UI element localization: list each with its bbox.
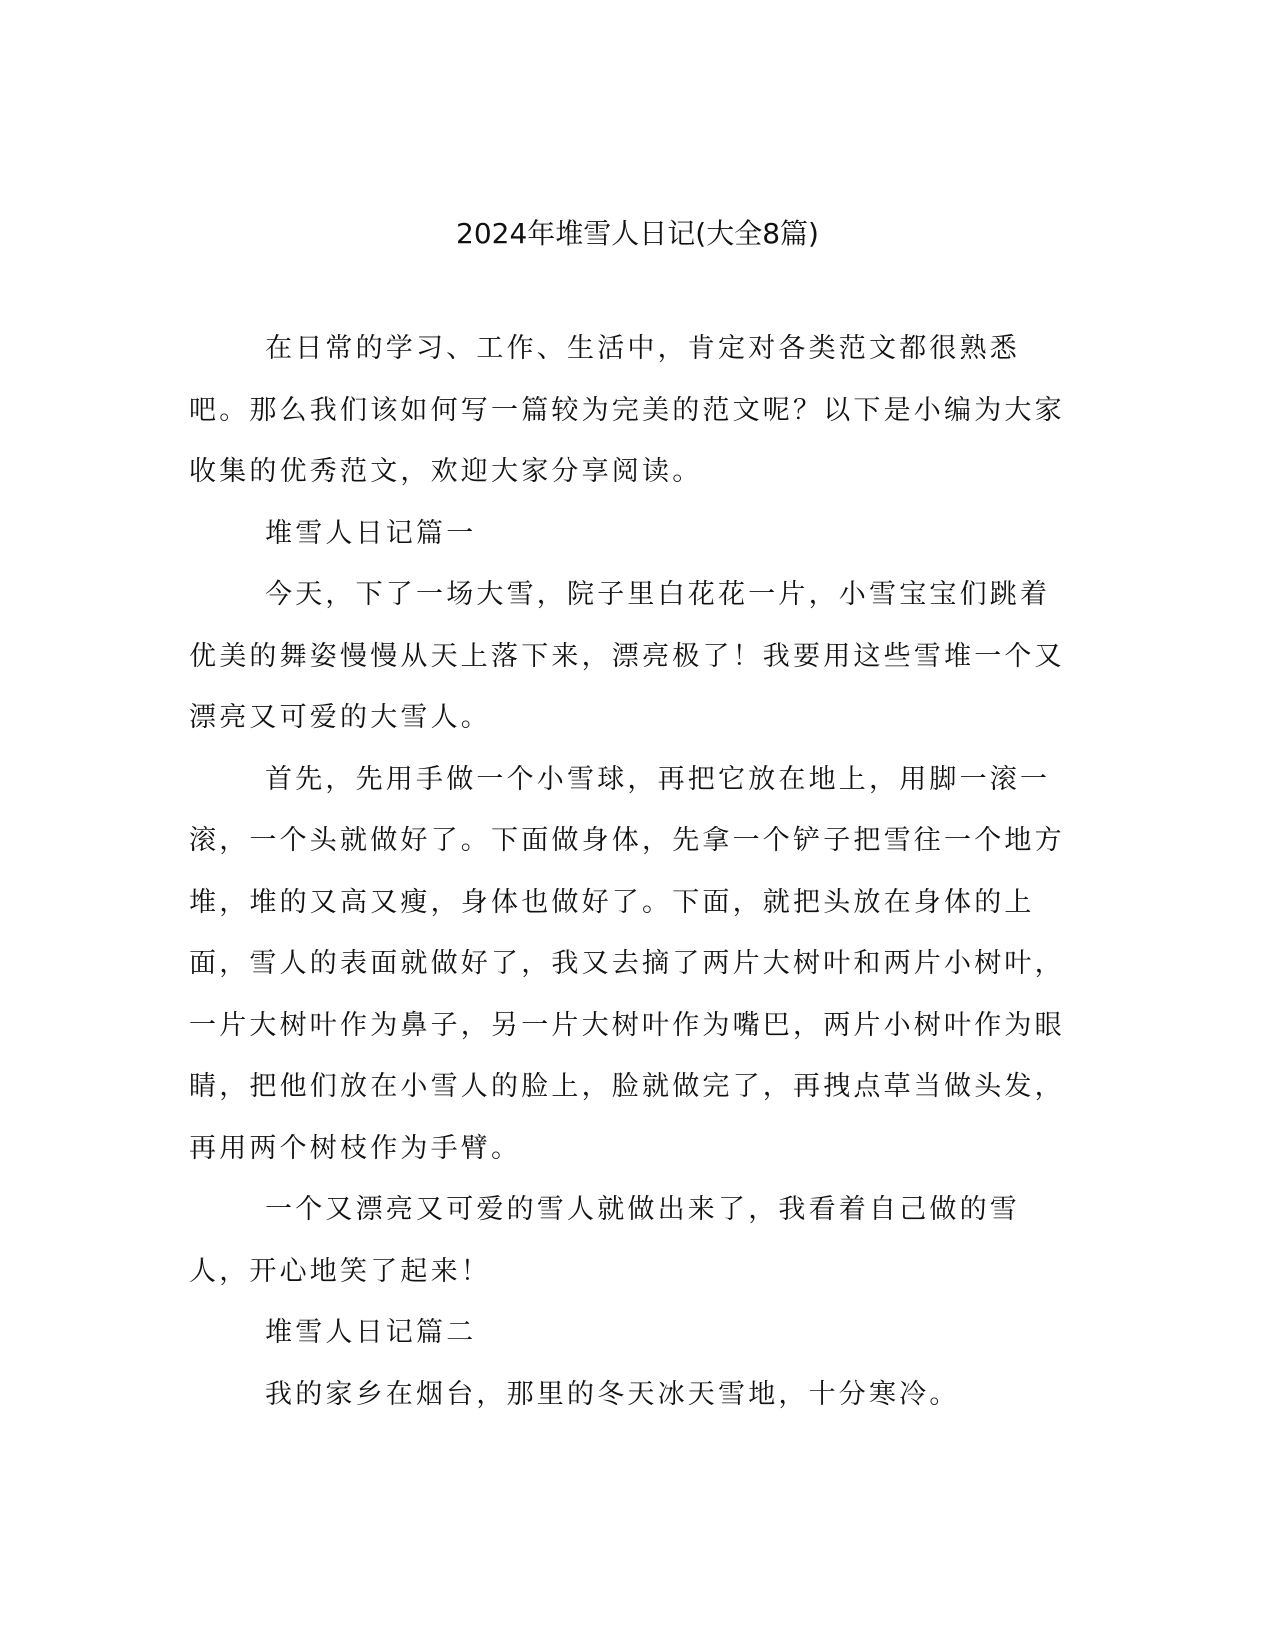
section-heading-2: 堆雪人日记篇二	[265, 1317, 477, 1348]
paragraph-3: 一个又漂亮又可爱的雪人就做出来了，我看着自己做的雪人，开心地笑了起来！	[189, 1194, 1020, 1287]
paragraph-4: 我的家乡在烟台，那里的冬天冰天雪地，十分寒冷。	[265, 1378, 960, 1410]
section-heading-1: 堆雪人日记篇一	[265, 517, 477, 549]
document-title: 2024年堆雪人日记(大全8篇)	[456, 217, 819, 250]
paragraph-2: 首先，先用手做一个小雪球，再把它放在地上，用脚一滚一滚，一个头就做好了。下面做身体，先拿一个铲子把雪往一个地方堆，堆的又高又瘦，身体也做好了。下面，就把头放在身体的上面，雪人的表面就做好了，我又去摘了两片大树叶和两片小树叶，一片大树叶作为鼻子，另一片大树叶作为嘴巴，两片小树叶作为眼睛，把他们放在小雪人的脸上，脸就做完了，再拽点草当做头发，再用两个树枝作为手臂。	[189, 763, 1065, 1164]
paragraph-1: 今天，下了一场大雪，院子里白花花一片，小雪宝宝们跳着优美的舞姿慢慢从天上落下来，漂亮极了！我要用这些雪堆一个又漂亮又可爱的大雪人。	[189, 579, 1065, 733]
intro-paragraph: 在日常的学习、工作、生活中，肯定对各类范文都很熟悉吧。那么我们该如何写一篇较为完美的范文呢？以下是小编为大家收集的优秀范文，欢迎大家分享阅读。	[189, 333, 1065, 487]
document-body	[189, 318, 1077, 1425]
